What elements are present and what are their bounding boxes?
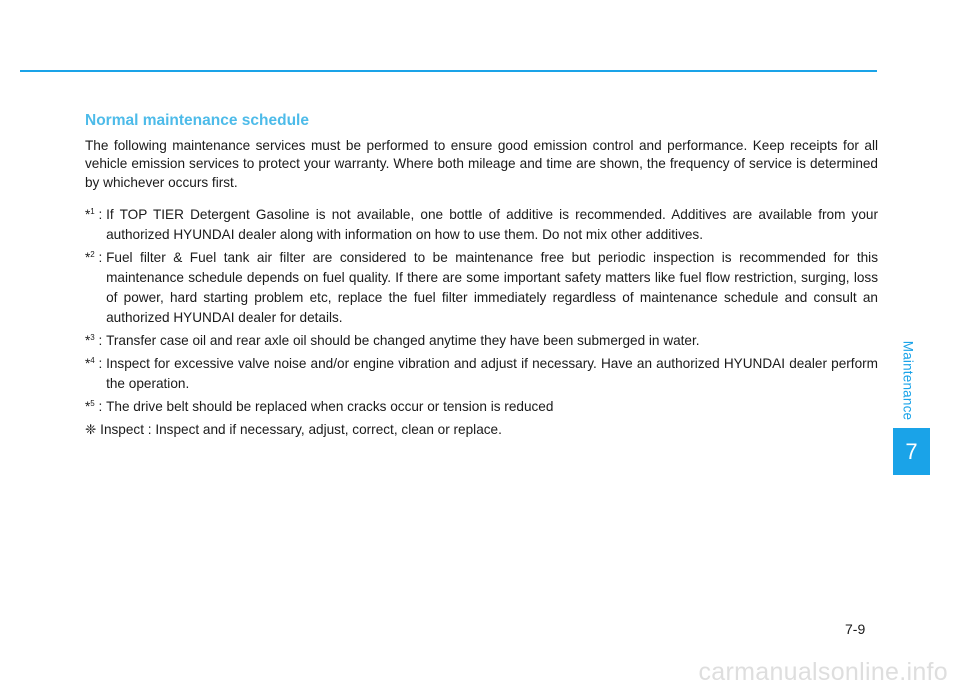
note-text: If TOP TIER Detergent Gasoline is not available, one bottle of additive is recommended. Additives are available from your authorized HYUNDAI dealer along with information on how to use them. Do not mix other additives. xyxy=(106,207,878,243)
header-rule xyxy=(20,70,877,72)
inspect-note xyxy=(85,420,878,440)
note-marker: *$^2$ : xyxy=(85,250,107,266)
inspect-note-text: Inspect : Inspect and if necessary, adjust, correct, clean or replace. xyxy=(100,422,502,438)
section-heading: Normal maintenance schedule xyxy=(85,112,309,129)
watermark: carmanualsonline.info xyxy=(698,658,948,686)
note-marker: *$^4$ : xyxy=(85,356,107,372)
note-item xyxy=(85,354,878,394)
chapter-tab xyxy=(893,428,930,475)
inspect-symbol-icon: ❈ xyxy=(85,422,97,438)
main-content xyxy=(85,110,878,440)
note-item xyxy=(85,205,878,245)
note-text: Fuel filter & Fuel tank air filter are considered to be maintenance free but periodic inspection is recommended for this maintenance schedule depends on fuel quality. If there are some important safety matters like fuel flow restriction, surging, loss of power, hard starting problem etc, replace the fuel filter immediately regardless of maintenance schedule and consult an authorized HYUNDAI dealer for details. xyxy=(106,250,878,326)
chapter-title: Maintenance xyxy=(900,340,916,420)
note-marker: *$^3$ : xyxy=(85,333,107,349)
intro-paragraph: The following maintenance services must be performed to ensure good emission control and performance. Keep receipts for all vehicle emission services to protect your warranty. Where both mileage and time are shown, the frequency of service is determined by whichever occurs first. xyxy=(85,138,878,190)
chapter-tab-label xyxy=(898,340,918,420)
chapter-number: 7 xyxy=(905,438,918,464)
page-number: 7-9 xyxy=(845,621,866,637)
note-marker: *$^1$ : xyxy=(85,207,107,223)
notes-list xyxy=(85,205,878,417)
note-text: Inspect for excessive valve noise and/or engine vibration and adjust if necessary. Have an authorized HYUNDAI dealer perform the operation. xyxy=(106,356,878,392)
note-item xyxy=(85,331,878,351)
note-text: Transfer case oil and rear axle oil should be changed anytime they have been submerged in water. xyxy=(106,333,700,349)
note-item xyxy=(85,397,878,417)
note-marker: *$^5$ : xyxy=(85,399,107,415)
note-text: The drive belt should be replaced when cracks occur or tension is reduced xyxy=(106,399,554,415)
note-item xyxy=(85,248,878,328)
